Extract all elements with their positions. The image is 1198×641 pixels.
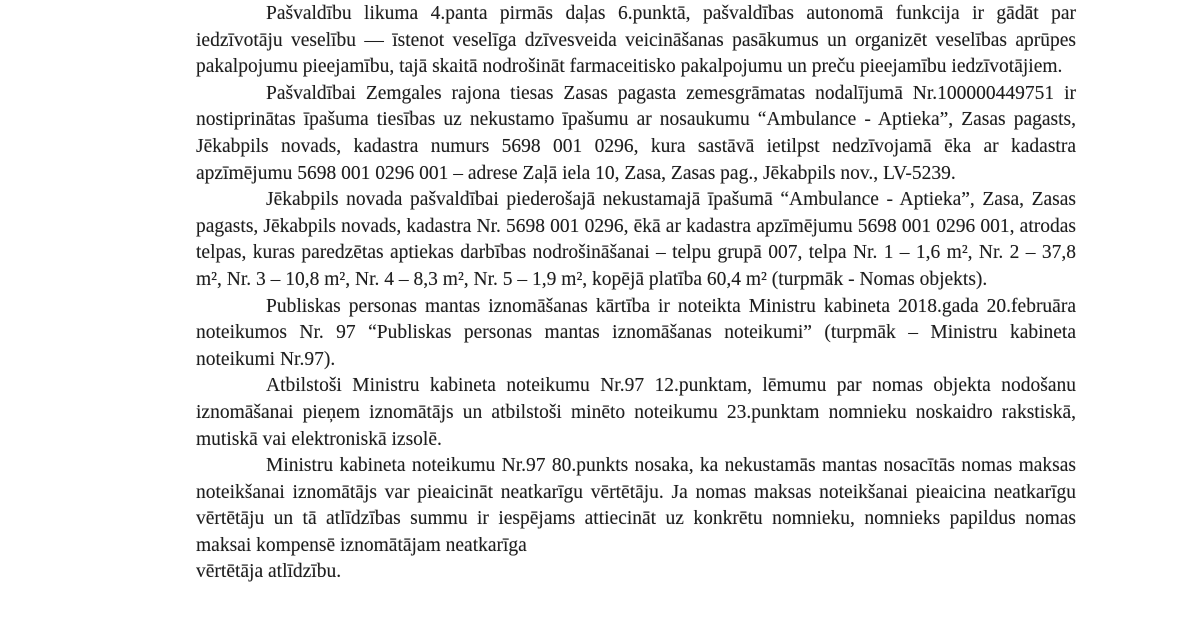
paragraph-clipped-line: vērtētāja atlīdzību. (196, 561, 342, 583)
paragraph: Pašvaldībai Zemgales rajona tiesas Zasas pagasta zemesgrāmatas nodalījumā Nr.100000449751 ir nostiprinātas īpašuma tiesības uz nekustamo īpašumu ar nosaukumu “Ambulance - Aptieka”, Zasas pagasts, Jēkabpils novads, kadastra numurs 5698 001 0296, kura sastāvā ietilpst nedzīvojamā ēka ar kadastra apzīmējumu 5698 001 0296 001 – adrese Zaļā iela 10, Zasa, Zasas pag., Jēkabpils nov., LV-5239. (196, 82, 1076, 184)
paragraph: Pašvaldību likuma 4.panta pirmās daļas 6.punktā, pašvaldības autonomā funkcija ir gādāt par iedzīvotāju veselību — īstenot veselīga dzīvesveida veicināšanas pasākumus un organizēt veselības aprūpes pakalpojumu pieejamību, tajā skaitā nodrošināt farmaceitisko pakalpojumu un preču pieejamību iedzīvotājiem. (196, 3, 1076, 78)
paragraph: Atbilstoši Ministru kabineta noteikumu Nr.97 12.punktam, lēmumu par nomas objekta nodošanu iznomāšanai pieņem iznomātājs un atbilstoši minēto noteikumu 23.punktam nomnieku noskaidro rakstiskā, mutiskā vai elektroniskā izsolē. (196, 375, 1076, 450)
document-page (196, 1, 1076, 641)
paragraph: Publiskas personas mantas iznomāšanas kārtība ir noteikta Ministru kabineta 2018.gada 20.februāra noteikumos Nr. 97 “Publiskas personas mantas iznomāšanas noteikumi” (turpmāk – Ministru kabineta noteikumi Nr.97). (196, 295, 1076, 370)
paragraph: Ministru kabineta noteikumu Nr.97 80.punkts nosaka, ka nekustamās mantas nosacītās nomas maksas noteikšanai iznomātājs var pieaicināt neatkarīgu vērtētāju. Ja nomas maksas noteikšanai pieaicina neatkarīgu vērtētāju un tā atlīdzības summu ir iespējams attiecināt uz konkrētu nomnieku, nomnieks papildus nomas maksai kompensē iznomātājam neatkarīga (196, 455, 1076, 556)
paragraph: Jēkabpils novada pašvaldībai piederošajā nekustamajā īpašumā “Ambulance - Aptieka”, Zasa, Zasas pagasts, Jēkabpils novads, kadastra Nr. 5698 001 0296, ēkā ar kadastra apzīmējumu 5698 001 0296 001, atrodas telpas, kuras paredzētas aptiekas darbības nodrošināšanai – telpu grupā 007, telpa Nr. 1 – 1,6 m², Nr. 2 – 37,8 m², Nr. 3 – 10,8 m², Nr. 4 – 8,3 m², Nr. 5 – 1,9 m², kopējā platība 60,4 m² (turpmāk - Nomas objekts). (196, 189, 1076, 290)
